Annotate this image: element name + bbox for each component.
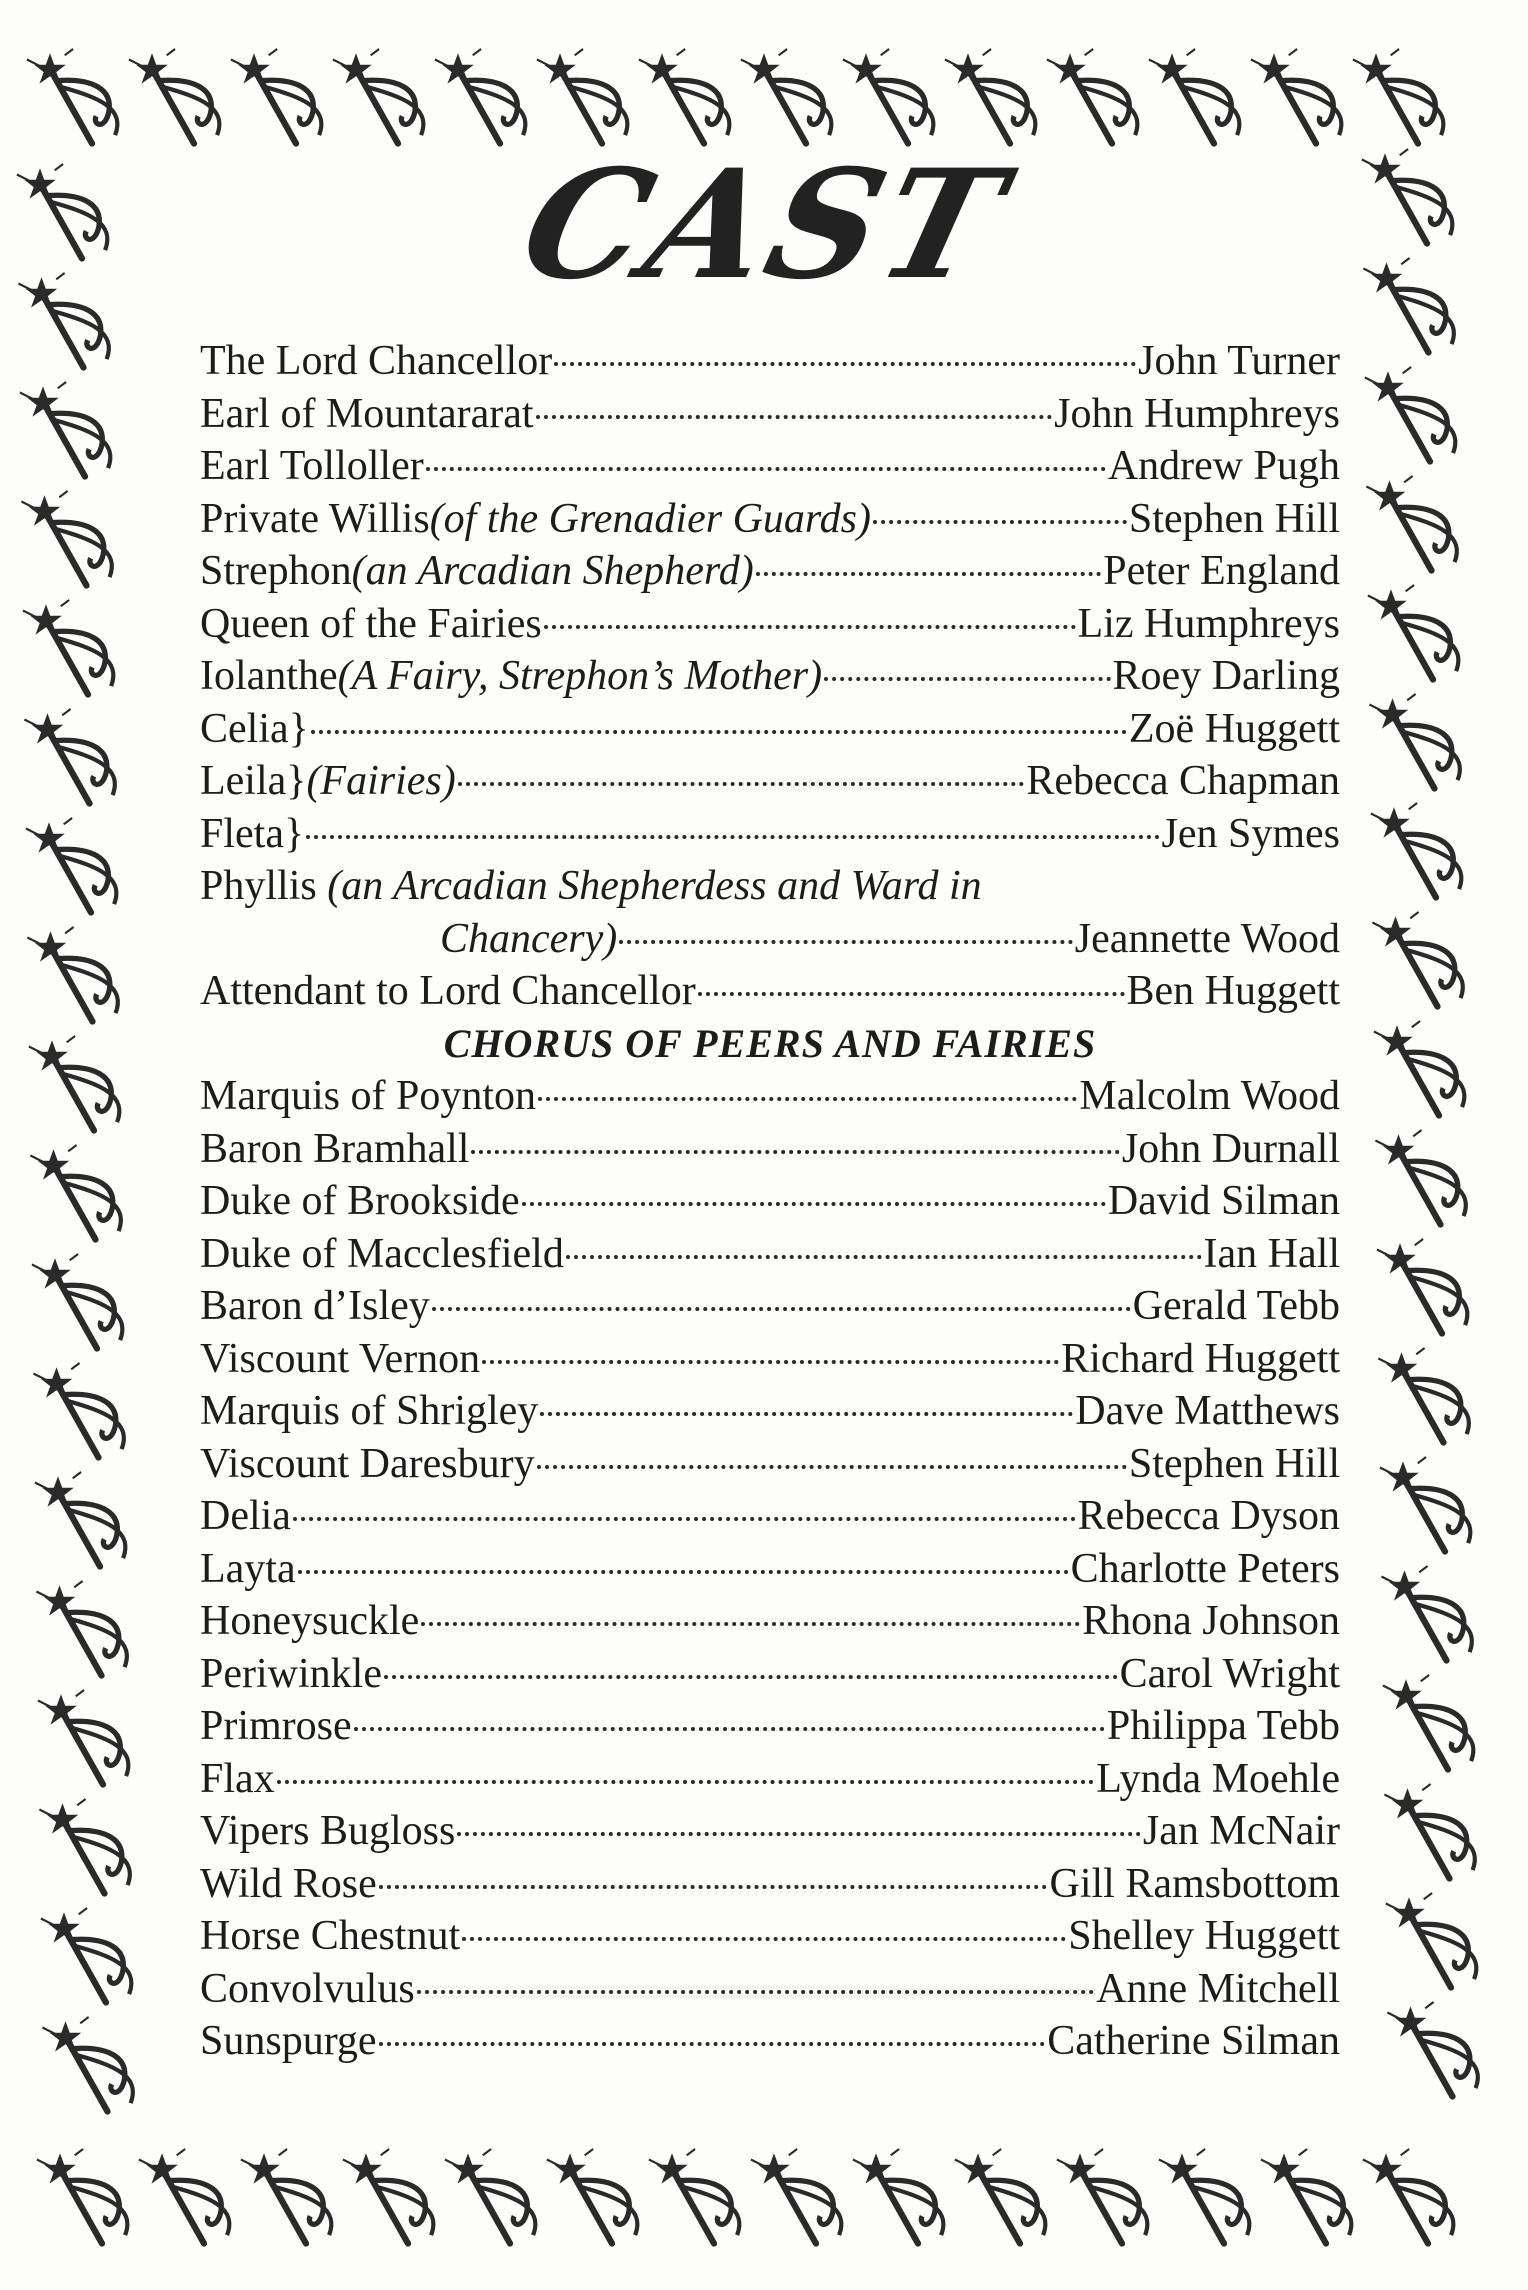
dot-leader bbox=[457, 1832, 1141, 1836]
fairy-wand-icon bbox=[27, 49, 117, 144]
fairy-wand-icon bbox=[231, 49, 321, 144]
fairy-wand-icon bbox=[1380, 1457, 1470, 1552]
role-description: (of the Grenadier Guards) bbox=[429, 495, 872, 542]
actor-name: Gerald Tebb bbox=[1132, 1283, 1340, 1329]
fairy-wand-icon bbox=[547, 2149, 637, 2244]
fairy-wand-icon bbox=[843, 49, 933, 144]
fairy-wand-icon bbox=[1378, 1348, 1468, 1443]
fairy-wand-icon bbox=[21, 491, 111, 586]
fairy-wand-icon bbox=[1057, 2149, 1147, 2244]
actor-name: Rebecca Dyson bbox=[1077, 1493, 1340, 1539]
dot-leader bbox=[544, 625, 1076, 629]
fairy-wand-icon bbox=[1149, 49, 1239, 144]
fairy-wand-icon bbox=[30, 1145, 120, 1240]
actor-name: Dave Matthews bbox=[1075, 1388, 1340, 1434]
fairy-wand-icon bbox=[1384, 1784, 1474, 1879]
cast-row bbox=[200, 1963, 1340, 2016]
fairy-wand-icon bbox=[38, 1690, 128, 1785]
fairy-wand-icon bbox=[1368, 585, 1458, 680]
fairy-wand-icon bbox=[1374, 1021, 1464, 1116]
cast-row bbox=[200, 440, 1340, 493]
role-name: Earl Tolloller bbox=[200, 443, 424, 489]
dot-leader bbox=[432, 1307, 1131, 1311]
role-name: Leila} bbox=[200, 758, 307, 804]
fairy-wand-icon bbox=[1251, 49, 1341, 144]
dot-leader bbox=[458, 782, 1025, 786]
fairy-wand-icon bbox=[343, 2149, 433, 2244]
dot-leader bbox=[421, 1622, 1080, 1626]
dot-leader bbox=[379, 2042, 1046, 2046]
actor-name: Shelley Huggett bbox=[1068, 1913, 1340, 1959]
role-description: (an Arcadian Shepherdess and Ward in bbox=[327, 863, 982, 909]
role-name: Vipers Bugloss bbox=[200, 1808, 456, 1854]
role-name: Viscount Daresbury bbox=[200, 1440, 535, 1487]
fairy-wand-icon bbox=[129, 49, 219, 144]
dot-leader bbox=[277, 1780, 1095, 1784]
role-description: Chancery) bbox=[440, 915, 618, 962]
role-name: Queen of the Fairies bbox=[200, 600, 542, 647]
fairy-wand-icon bbox=[1365, 367, 1455, 462]
role-name: Strephon bbox=[200, 548, 352, 594]
dot-leader bbox=[536, 415, 1053, 419]
fairy-wand-icon bbox=[1387, 2002, 1477, 2097]
fairy-wand-icon bbox=[1159, 2149, 1249, 2244]
actor-name: John Humphreys bbox=[1054, 390, 1340, 437]
dot-leader bbox=[384, 1675, 1118, 1679]
role-description: (A Fairy, Strephon’s Mother) bbox=[337, 653, 823, 699]
dot-leader bbox=[566, 1255, 1202, 1259]
dot-leader bbox=[482, 1360, 1059, 1364]
dot-leader bbox=[426, 467, 1106, 471]
cast-row bbox=[200, 755, 1340, 808]
role-name: The Lord Chancellor bbox=[200, 338, 553, 384]
actor-name: Liz Humphreys bbox=[1077, 600, 1340, 647]
actor-name: Gill Ramsbottom bbox=[1049, 1860, 1340, 1907]
actor-name: David Silman bbox=[1107, 1178, 1340, 1224]
cast-row bbox=[200, 1070, 1340, 1123]
actor-name: Malcolm Wood bbox=[1079, 1073, 1340, 1119]
actor-name: Anne Mitchell bbox=[1096, 1965, 1340, 2012]
actor-name: Jeannette Wood bbox=[1074, 915, 1340, 962]
cast-row bbox=[200, 1700, 1340, 1753]
role-name: Delia bbox=[200, 1493, 291, 1539]
role-name: Duke of Brookside bbox=[200, 1178, 520, 1224]
cast-row bbox=[200, 388, 1340, 441]
cast-row bbox=[200, 1438, 1340, 1491]
actor-name: Ben Huggett bbox=[1126, 968, 1340, 1014]
cast-row bbox=[200, 703, 1340, 756]
actor-name: Charlotte Peters bbox=[1070, 1545, 1340, 1592]
actor-name: John Durnall bbox=[1121, 1125, 1340, 1172]
actor-name: Lynda Moehle bbox=[1096, 1755, 1340, 1802]
role-name: Phyllis bbox=[200, 863, 328, 909]
role-name: Baron Bramhall bbox=[200, 1125, 470, 1172]
dot-leader bbox=[311, 730, 1127, 734]
cast-row bbox=[200, 1333, 1340, 1386]
fairy-wand-icon bbox=[241, 2149, 331, 2244]
actor-name: Jan McNair bbox=[1142, 1808, 1340, 1854]
role-name: Convolvulus bbox=[200, 1965, 415, 2012]
fairy-wand-icon bbox=[1353, 49, 1443, 144]
actor-name: Zoë Huggett bbox=[1128, 705, 1340, 752]
actor-name: Rhona Johnson bbox=[1082, 1598, 1340, 1644]
role-name: Iolanthe bbox=[200, 653, 338, 699]
actor-name: Carol Wright bbox=[1119, 1650, 1340, 1697]
cast-row bbox=[200, 1123, 1340, 1176]
role-name: Sunspurge bbox=[200, 2018, 377, 2064]
fairy-wand-icon bbox=[35, 1472, 125, 1567]
fairy-wand-icon bbox=[1369, 694, 1459, 789]
cast-row bbox=[200, 1805, 1340, 1858]
role-description: (an Arcadian Shepherd) bbox=[351, 548, 754, 594]
fairy-wand-icon bbox=[41, 1908, 131, 2003]
fairy-wand-icon bbox=[639, 49, 729, 144]
actor-name: Catherine Silman bbox=[1047, 2018, 1340, 2064]
role-name: Earl of Mountararat bbox=[200, 390, 534, 437]
actor-name: Ian Hall bbox=[1203, 1230, 1340, 1277]
dot-leader bbox=[306, 835, 1159, 839]
fairy-wand-icon bbox=[1375, 1130, 1465, 1225]
actor-name: Stephen Hill bbox=[1128, 1440, 1340, 1487]
dot-leader bbox=[698, 992, 1125, 996]
fairy-wand-icon bbox=[1386, 1893, 1476, 1988]
actor-name: Jen Symes bbox=[1161, 810, 1340, 857]
fairy-wand-icon bbox=[1261, 2149, 1351, 2244]
section-heading: CHORUS OF PEERS AND FAIRIES bbox=[443, 1020, 1097, 1066]
role-name: Primrose bbox=[200, 1703, 352, 1749]
fairy-wand-icon bbox=[537, 49, 627, 144]
role-name: Honeysuckle bbox=[200, 1598, 420, 1644]
fairy-wand-icon bbox=[1047, 49, 1137, 144]
fairy-wand-icon bbox=[1383, 1675, 1473, 1770]
actor-name: Stephen Hill bbox=[1128, 495, 1340, 542]
fairy-wand-icon bbox=[36, 1581, 126, 1676]
dot-leader bbox=[417, 1990, 1095, 1994]
cast-row bbox=[200, 545, 1340, 598]
cast-row bbox=[200, 335, 1340, 388]
fairy-wand-icon bbox=[1363, 2149, 1453, 2244]
fairy-wand-icon bbox=[29, 1036, 119, 1131]
actor-name: John Turner bbox=[1138, 338, 1340, 384]
actor-name: Andrew Pugh bbox=[1107, 443, 1340, 489]
cast-row-phyllis-line2 bbox=[200, 913, 1340, 966]
dot-leader bbox=[540, 1412, 1073, 1416]
fairy-wand-icon bbox=[33, 1363, 123, 1458]
fairy-wand-icon bbox=[139, 2149, 229, 2244]
fairy-wand-icon bbox=[32, 1254, 122, 1349]
role-name: Duke of Macclesfield bbox=[200, 1230, 564, 1277]
role-name: Marquis of Poynton bbox=[200, 1073, 536, 1119]
cast-row bbox=[200, 1595, 1340, 1648]
cast-row bbox=[200, 965, 1340, 1018]
dot-leader bbox=[471, 1150, 1119, 1154]
fairy-wand-icon bbox=[1377, 1239, 1467, 1334]
role-name: Horse Chestnut bbox=[200, 1913, 461, 1959]
fairy-wand-icon bbox=[751, 2149, 841, 2244]
dot-leader bbox=[462, 1937, 1066, 1941]
dot-leader bbox=[354, 1727, 1105, 1731]
role-name: Attendant to Lord Chancellor bbox=[200, 968, 696, 1014]
cast-row bbox=[200, 1543, 1340, 1596]
fairy-wand-icon bbox=[435, 49, 525, 144]
cast-row bbox=[200, 1753, 1340, 1806]
cast-row bbox=[200, 1648, 1340, 1701]
dot-leader bbox=[873, 520, 1127, 524]
role-name: Fleta} bbox=[200, 810, 305, 857]
fairy-wand-icon bbox=[945, 49, 1035, 144]
cast-row bbox=[200, 493, 1340, 546]
page-title: CAST bbox=[506, 137, 1022, 313]
cast-row bbox=[200, 1910, 1340, 1963]
role-name: Marquis of Shrigley bbox=[200, 1388, 539, 1434]
fairy-wand-icon bbox=[24, 709, 114, 804]
actor-name: Roey Darling bbox=[1112, 653, 1340, 699]
fairy-wand-icon bbox=[23, 600, 113, 695]
dot-leader bbox=[537, 1465, 1127, 1469]
fairy-wand-icon bbox=[649, 2149, 739, 2244]
fairy-wand-icon bbox=[1371, 803, 1461, 898]
cast-row bbox=[200, 2015, 1340, 2068]
cast-row bbox=[200, 1858, 1340, 1911]
role-name: Celia} bbox=[200, 705, 309, 752]
cast-row bbox=[200, 598, 1340, 651]
role-name: Periwinkle bbox=[200, 1650, 382, 1697]
fairy-wand-icon bbox=[1372, 912, 1462, 1007]
role-name: Layta bbox=[200, 1545, 296, 1592]
fairy-wand-icon bbox=[39, 1799, 129, 1894]
fairy-wand-icon bbox=[1381, 1566, 1471, 1661]
role-name: Wild Rose bbox=[200, 1860, 377, 1907]
cast-row bbox=[200, 1280, 1340, 1333]
actor-name: Peter England bbox=[1103, 548, 1340, 594]
fairy-wand-icon bbox=[853, 2149, 943, 2244]
dot-leader bbox=[522, 1202, 1106, 1206]
fairy-wand-icon bbox=[1366, 476, 1456, 571]
dot-leader bbox=[824, 677, 1110, 681]
cast-row-phyllis-line1 bbox=[200, 860, 1340, 913]
fairy-wand-icon bbox=[26, 818, 116, 913]
fairy-wand-icon bbox=[42, 2017, 132, 2112]
fairy-wand-icon bbox=[20, 382, 110, 477]
dot-leader bbox=[293, 1517, 1076, 1521]
cast-row bbox=[200, 808, 1340, 861]
cast-row bbox=[200, 1385, 1340, 1438]
dot-leader bbox=[538, 1097, 1077, 1101]
cast-row bbox=[200, 1228, 1340, 1281]
cast-row bbox=[200, 1175, 1340, 1228]
cast-list bbox=[200, 335, 1340, 2068]
fairy-wand-icon bbox=[333, 49, 423, 144]
fairy-wand-icon bbox=[955, 2149, 1045, 2244]
fairy-wand-icon bbox=[741, 49, 831, 144]
actor-name: Rebecca Chapman bbox=[1026, 758, 1340, 804]
fairy-wand-icon bbox=[445, 2149, 535, 2244]
fairy-wand-icon bbox=[37, 2149, 127, 2244]
actor-name: Philippa Tebb bbox=[1106, 1703, 1340, 1749]
cast-row bbox=[200, 1490, 1340, 1543]
role-name: Private Willis bbox=[200, 495, 430, 542]
cast-row bbox=[200, 650, 1340, 703]
actor-name: Richard Huggett bbox=[1061, 1335, 1340, 1382]
dot-leader bbox=[554, 362, 1136, 366]
role-name: Baron d’Isley bbox=[200, 1283, 430, 1329]
dot-leader bbox=[619, 940, 1072, 944]
role-name: Viscount Vernon bbox=[200, 1335, 481, 1382]
fairy-wand-icon bbox=[27, 927, 117, 1022]
role-description: (Fairies) bbox=[306, 758, 456, 804]
role-name: Flax bbox=[200, 1755, 275, 1802]
dot-leader bbox=[756, 572, 1102, 576]
dot-leader bbox=[298, 1570, 1069, 1574]
dot-leader bbox=[379, 1885, 1048, 1889]
